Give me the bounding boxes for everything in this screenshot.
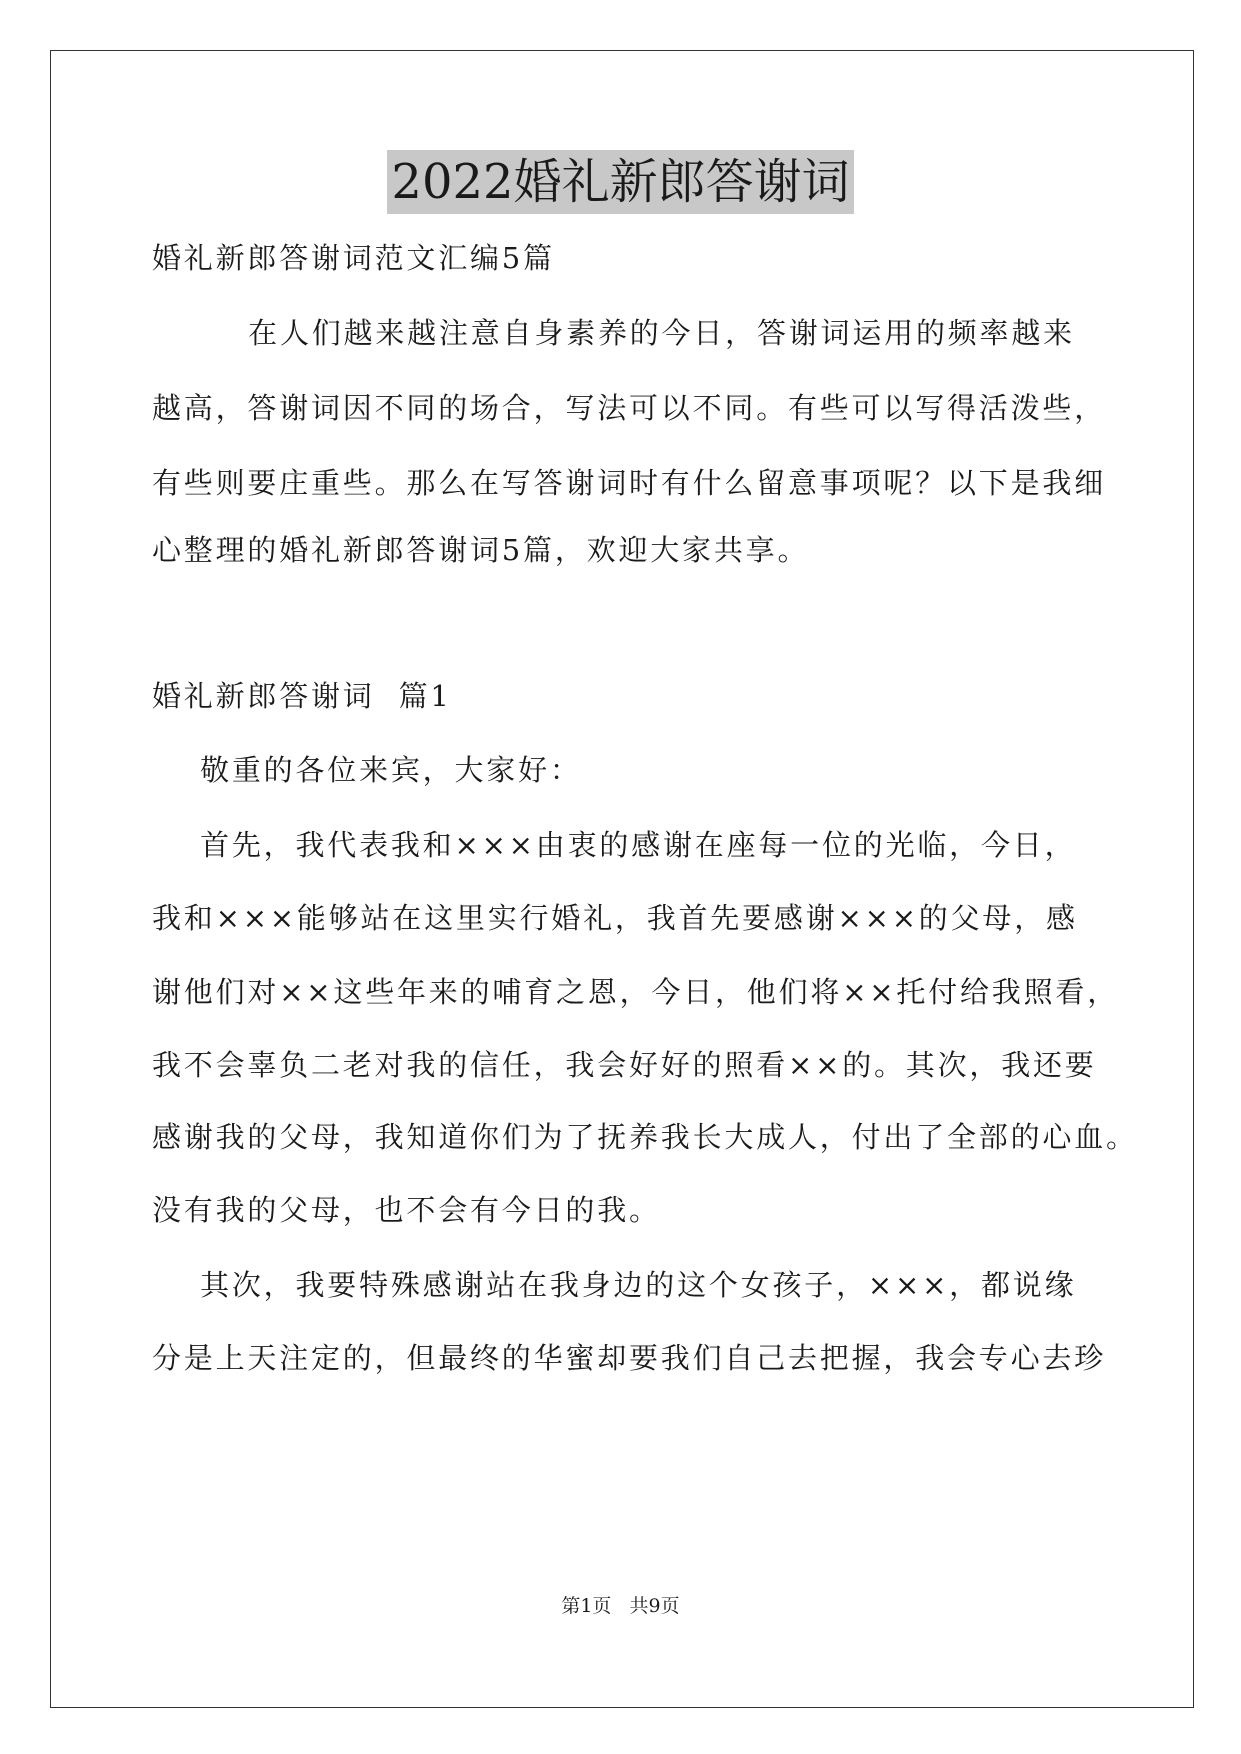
page-number-label: 第1页 共9页 xyxy=(561,1595,680,1617)
body-line-8: 其次，我要特殊感谢站在我身边的这个女孩子，×××，都说缘 xyxy=(152,1268,1077,1302)
document-title: 2022婚礼新郎答谢词 xyxy=(387,150,853,214)
body-line-7: 没有我的父母，也不会有今日的我。 xyxy=(152,1193,661,1227)
page-footer xyxy=(0,1594,1241,1618)
page-border xyxy=(50,50,1194,1708)
intro-line-3: 有些则要庄重些。那么在写答谢词时有什么留意事项呢？以下是我细 xyxy=(152,466,1107,500)
body-line-2: 首先，我代表我和×××由衷的感谢在座每一位的光临，今日， xyxy=(152,828,1077,862)
body-line-1: 敬重的各位来宾，大家好： xyxy=(152,753,582,787)
intro-line-1: 在人们越来越注意自身素养的今日，答谢词运用的频率越来 xyxy=(152,316,1075,350)
body-line-9: 分是上天注定的，但最终的华蜜却要我们自己去把握，我会专心去珍 xyxy=(152,1341,1107,1375)
body-line-6: 感谢我的父母，我知道你们为了抚养我长大成人，付出了全部的心血。 xyxy=(152,1120,1138,1154)
intro-line-2: 越高，答谢词因不同的场合，写法可以不同。有些可以写得活泼些， xyxy=(152,391,1107,425)
body-line-3: 我和×××能够站在这里实行婚礼，我首先要感谢×××的父母，感 xyxy=(152,901,1078,935)
document-subtitle: 婚礼新郎答谢词范文汇编5篇 xyxy=(152,241,555,275)
section-heading: 婚礼新郎答谢词 篇1 xyxy=(152,679,452,713)
body-line-4: 谢他们对××这些年来的哺育之恩，今日，他们将××托付给我照看， xyxy=(152,975,1119,1009)
title-wrapper xyxy=(0,150,1241,214)
body-line-5: 我不会辜负二老对我的信任，我会好好的照看××的。其次，我还要 xyxy=(152,1048,1097,1082)
intro-line-4: 心整理的婚礼新郎答谢词5篇，欢迎大家共享。 xyxy=(152,533,810,567)
